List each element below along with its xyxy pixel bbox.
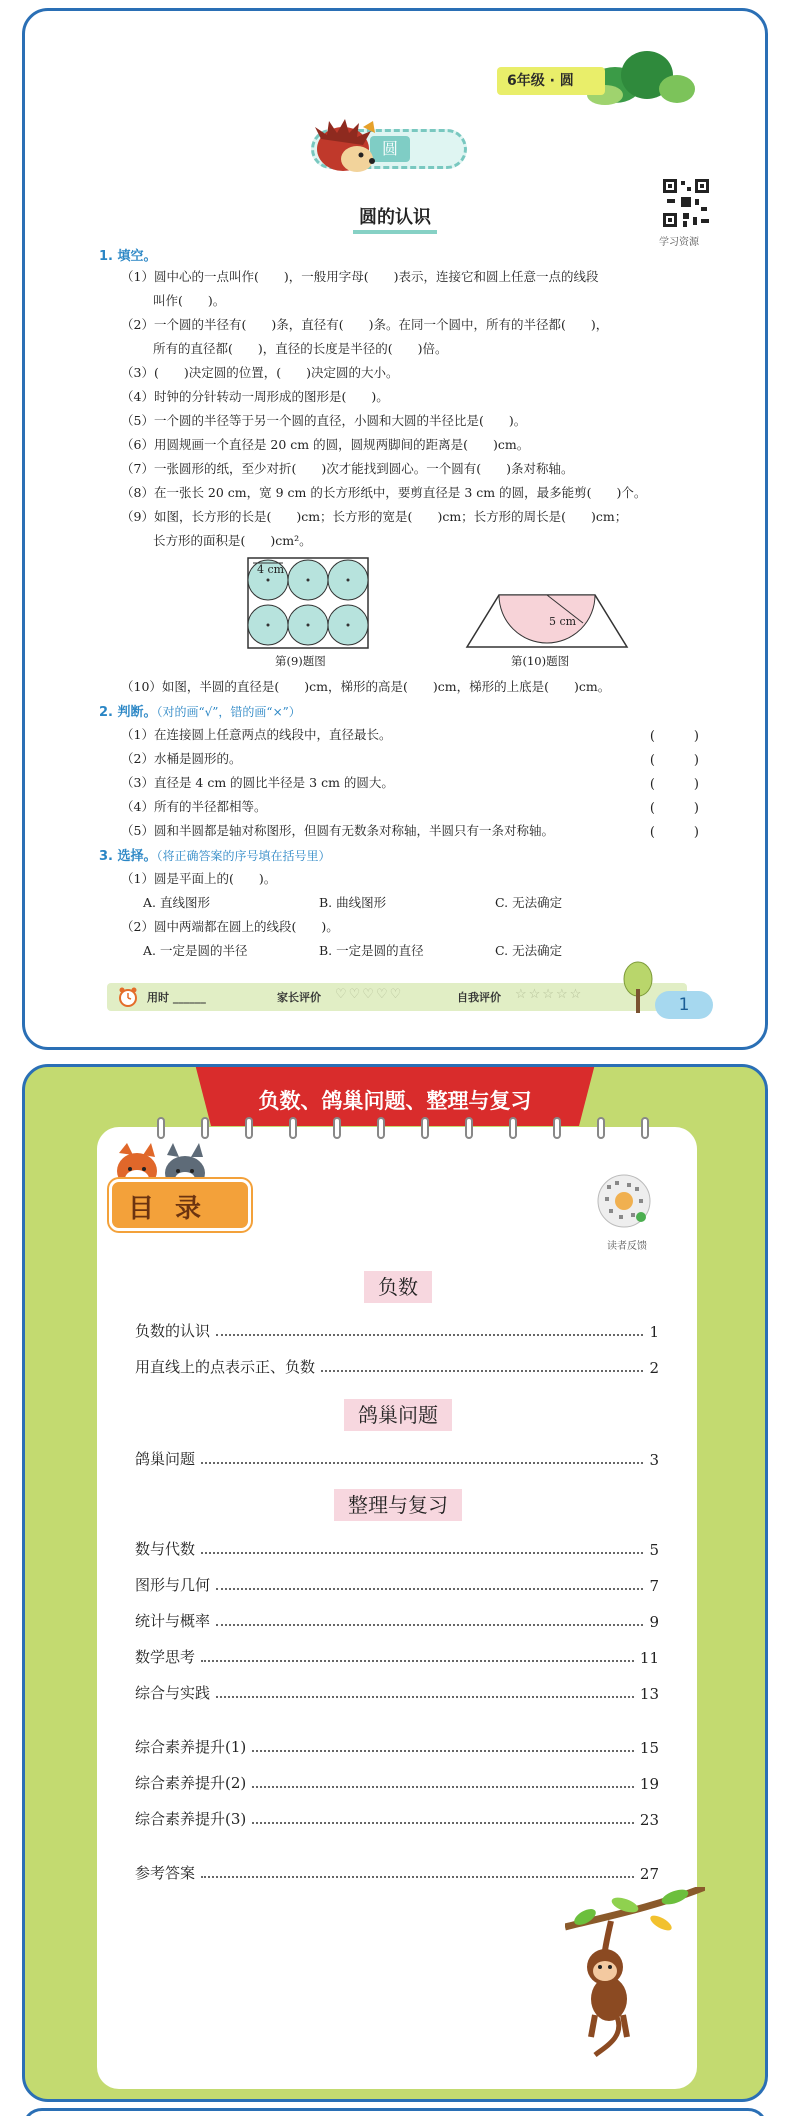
spiral-ring (377, 1117, 385, 1139)
worksheet-page (22, 8, 768, 1050)
footer-evaluation-bar (107, 983, 687, 1011)
leader-dots (216, 1624, 643, 1626)
choice-option[interactable]: C. 无法确定 (495, 895, 563, 910)
figure-9-circles-in-rectangle (247, 557, 369, 649)
toc-entry-page: 3 (649, 1451, 659, 1469)
toc-entry-title: 用直线上的点表示正、负数 (135, 1358, 316, 1376)
toc-entry[interactable] (135, 1573, 659, 1595)
figure-10-label: 5 cm (549, 615, 577, 628)
choice-option[interactable]: A. 一定是圆的半径 (143, 943, 248, 958)
section-choose-heading (99, 845, 331, 864)
fill-line: （5）一个圆的半径等于另一个圆的直径，小圆和大圆的半径比是( )。 (121, 413, 527, 428)
toc-entry[interactable] (135, 1735, 659, 1757)
toc-entry-page: 13 (639, 1685, 659, 1703)
leader-dots (216, 1696, 634, 1698)
fill-line: （1）圆中心的一点叫作( )，一般用字母( )表示，连接它和圆上任意一点的线段 (121, 269, 599, 284)
toc-entry[interactable] (135, 1807, 659, 1829)
toc-entry-title: 图形与几何 (135, 1576, 211, 1594)
hedgehog-icon (311, 119, 381, 177)
leader-dots (252, 1822, 634, 1824)
time-label: 用时 ______ (147, 991, 206, 1004)
fill-line: （9）如图，长方形的长是( )cm；长方形的宽是( )cm；长方形的周长是( )cm； (121, 509, 628, 524)
spiral-ring (333, 1117, 341, 1139)
leader-dots (201, 1876, 634, 1878)
spiral-ring (509, 1117, 517, 1139)
fill-line: （3）( )决定圆的位置，( )决定圆的大小。 (121, 365, 399, 380)
toc-entry-title: 综合与实践 (135, 1684, 211, 1702)
toc-section-heading-text: 整理与复习 (334, 1489, 462, 1521)
section-fill-heading (99, 245, 157, 264)
section-judge-label: 2. 判断。 (99, 705, 157, 720)
section-judge-heading (99, 701, 301, 720)
toc-entry-page: 5 (649, 1541, 659, 1559)
spiral-ring (421, 1117, 429, 1139)
fill-line: （10）如图，半圆的直径是( )cm，梯形的高是( )cm，梯形的上底是( )cm。 (121, 679, 611, 694)
alarm-clock-icon (117, 986, 139, 1008)
choice-option[interactable]: A. 直线图形 (143, 895, 210, 910)
choice-option[interactable]: B. 一定是圆的直径 (319, 943, 424, 958)
figure-10-semicircle-in-trapezoid (465, 593, 629, 649)
self-stars-icon[interactable]: ☆☆☆☆☆ (515, 987, 584, 1002)
spiral-ring (553, 1117, 561, 1139)
toc-entry-title: 鸽巢问题 (135, 1450, 196, 1468)
monkey-on-branch-icon (565, 1887, 705, 2057)
toc-entry-title: 综合素养提升(1) (135, 1738, 247, 1756)
leader-dots (252, 1786, 634, 1788)
self-eval-label: 自我评价 (457, 991, 501, 1004)
toc-entry-page: 23 (639, 1811, 659, 1829)
toc-entry-page: 7 (649, 1577, 659, 1595)
figure-9-label: 4 cm (257, 563, 285, 576)
spiral-ring (201, 1117, 209, 1139)
leader-dots (216, 1334, 643, 1336)
spiral-ring (465, 1117, 473, 1139)
figure-10-caption: 第(10)题图 (511, 654, 570, 668)
toc-entry-page: 27 (639, 1865, 659, 1883)
fill-line: 叫作( )。 (153, 293, 226, 308)
toc-entry-page: 15 (639, 1739, 659, 1757)
judge-line: （5）圆和半圆都是轴对称图形，但圆有无数条对称轴，半圆只有一条对称轴。 (121, 823, 554, 838)
toc-entry[interactable] (135, 1537, 659, 1559)
page-number: 1 (655, 991, 713, 1019)
toc-entry-title: 统计与概率 (135, 1612, 211, 1630)
parent-hearts-icon[interactable]: ♡♡♡♡♡ (335, 987, 404, 1002)
section-choose-note: （将正确答案的序号填在括号里） (156, 849, 331, 863)
unit-badge-label: 圆 (370, 136, 410, 162)
toc-entry-title: 综合素养提升(2) (135, 1774, 247, 1792)
leader-dots (201, 1552, 643, 1554)
choice-option[interactable]: C. 无法确定 (495, 943, 563, 958)
fill-line: （6）用圆规画一个直径是 20 cm 的圆，圆规两脚间的距离是( )cm。 (121, 437, 530, 452)
fill-line: 所有的直径都( )，直径的长度是半径的( )倍。 (153, 341, 448, 356)
toc-badge-label: 目 录 (128, 1194, 208, 1224)
section-fill-label: 1. 填空。 (99, 249, 157, 264)
toc-entry-page: 9 (649, 1613, 659, 1631)
toc-entry[interactable] (135, 1319, 659, 1341)
toc-section-heading (25, 1489, 768, 1518)
spiral-ring (289, 1117, 297, 1139)
answer-bracket[interactable]: ( ) (649, 777, 699, 792)
spiral-ring (157, 1117, 165, 1139)
choice-question: （1）圆是平面上的( )。 (121, 871, 277, 886)
answer-bracket[interactable]: ( ) (649, 753, 699, 768)
leader-dots (321, 1370, 643, 1372)
judge-line: （2）水桶是圆形的。 (121, 751, 242, 766)
toc-entry[interactable] (135, 1355, 659, 1377)
toc-entry-page: 11 (639, 1649, 659, 1667)
answer-bracket[interactable]: ( ) (649, 729, 699, 744)
parent-eval-label: 家长评价 (277, 991, 321, 1004)
qr-label: 学习资源 (659, 237, 699, 248)
toc-entry-title: 数学思考 (135, 1648, 196, 1666)
tree-icon (621, 961, 655, 1013)
spiral-ring (245, 1117, 253, 1139)
toc-section-heading (25, 1399, 768, 1428)
answer-bracket[interactable]: ( ) (649, 825, 699, 840)
toc-entry-page: 19 (639, 1775, 659, 1793)
leader-dots (252, 1750, 634, 1752)
qr-code-icon (597, 1173, 651, 1229)
spiral-ring (597, 1117, 605, 1139)
toc-entry[interactable] (135, 1609, 659, 1631)
toc-section-heading-text: 负数 (364, 1271, 432, 1303)
toc-entry[interactable] (135, 1861, 659, 1883)
fill-line: （7）一张圆形的纸，至少对折( )次才能找到圆心。一个圆有( )条对称轴。 (121, 461, 574, 476)
toc-entry[interactable] (135, 1447, 659, 1469)
section-choose-label: 3. 选择。 (99, 849, 157, 864)
choice-question: （2）圆中两端都在圆上的线段( )。 (121, 919, 339, 934)
toc-badge (109, 1179, 251, 1231)
leader-dots (216, 1588, 643, 1590)
qr-label: 读者反馈 (607, 1241, 647, 1252)
fill-line: （4）时钟的分针转动一周形成的图形是( )。 (121, 389, 389, 404)
toc-section-heading-text: 鸽巢问题 (344, 1399, 452, 1431)
toc-entry-page: 1 (649, 1323, 659, 1341)
judge-line: （4）所有的半径都相等。 (121, 799, 267, 814)
toc-section-heading (25, 1271, 768, 1300)
toc-entry[interactable] (135, 1771, 659, 1793)
judge-line: （3）直径是 4 cm 的圆比半径是 3 cm 的圆大。 (121, 775, 394, 790)
toc-entry[interactable] (135, 1645, 659, 1667)
fill-line: （2）一个圆的半径有( )条，直径有( )条。在同一个圆中，所有的半径都( )， (121, 317, 609, 332)
leader-dots (201, 1462, 643, 1464)
fill-line: 长方形的面积是( )cm²。 (153, 533, 312, 548)
toc-entry-title: 综合素养提升(3) (135, 1810, 247, 1828)
table-of-contents-page (22, 1064, 768, 2102)
spiral-ring (641, 1117, 649, 1139)
answer-bracket[interactable]: ( ) (649, 801, 699, 816)
leader-dots (201, 1660, 634, 1662)
next-page-edge (22, 2108, 768, 2116)
choice-option[interactable]: B. 曲线图形 (319, 895, 387, 910)
fill-line: （8）在一张长 20 cm，宽 9 cm 的长方形纸中，要剪直径是 3 cm 的圆，最多能剪( )个。 (121, 485, 647, 500)
toc-entry-page: 2 (649, 1359, 659, 1377)
figure-9-caption: 第(9)题图 (275, 654, 326, 668)
lesson-title-text: 圆的认识 (353, 207, 437, 234)
judge-line: （1）在连接圆上任意两点的线段中，直径最长。 (121, 727, 392, 742)
ribbon-title: 负数、鸽巢问题、整理与复习 (258, 1089, 532, 1113)
toc-entry-title: 数与代数 (135, 1540, 196, 1558)
section-judge-note: （对的画“√”，错的画“×”） (156, 705, 301, 719)
toc-entry[interactable] (135, 1681, 659, 1703)
lesson-title (25, 203, 765, 229)
toc-entry-title: 负数的认识 (135, 1322, 211, 1340)
toc-entry-title: 参考答案 (135, 1864, 196, 1882)
grade-tag: 6年级 · 圆 (497, 67, 605, 95)
